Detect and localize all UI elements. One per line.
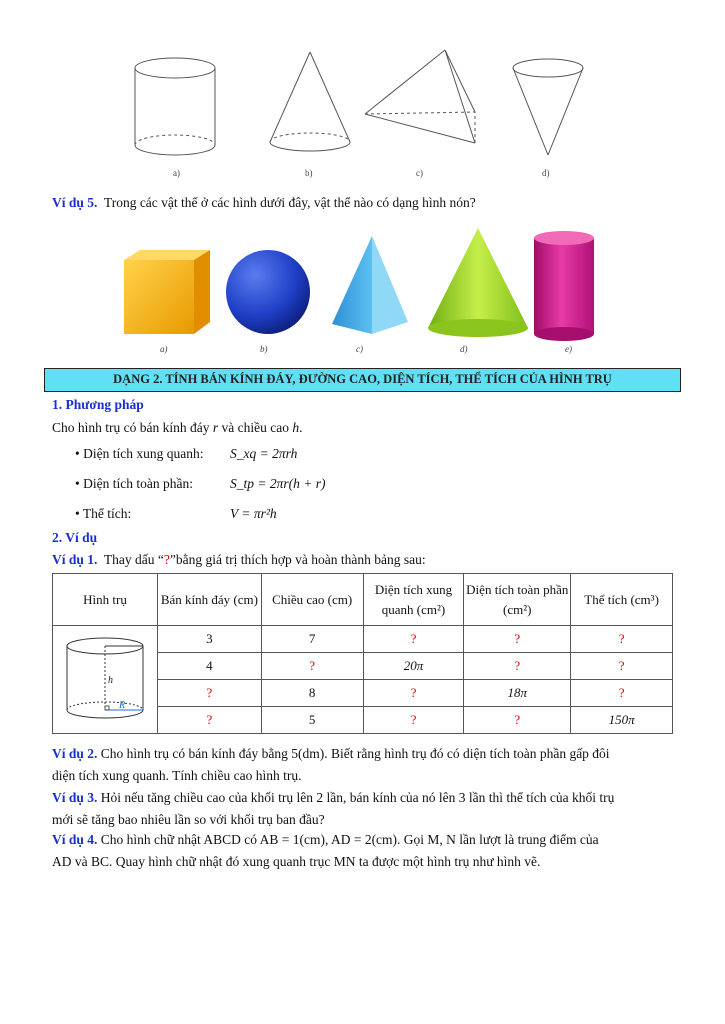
figure-label-a: a): [173, 168, 180, 178]
example1-label: Ví dụ 1.: [52, 552, 98, 567]
header-cell: Thể tích (cm³): [571, 574, 673, 626]
object-label-d: d): [460, 344, 468, 354]
example3: [52, 787, 673, 831]
example4: [52, 829, 673, 873]
table-cell: ?: [157, 707, 261, 734]
example2-label: Ví dụ 2.: [52, 746, 98, 761]
formula-total-area: S_tp = 2πr(h + r): [230, 476, 326, 491]
top-shapes-drawing: [120, 40, 600, 170]
table-cell: ?: [464, 626, 571, 653]
table-cell: ?: [157, 680, 261, 707]
inverted-cone-outline: [513, 59, 583, 155]
formula-volume: V = πr²h: [230, 506, 277, 521]
table-cell: 20π: [363, 653, 464, 680]
object-label-e: e): [565, 344, 572, 354]
colored-objects-drawing: [110, 222, 620, 347]
example4-line1: Cho hình chữ nhật ABCD có AB = 1(cm), AD = 2(cm). Gọi M, N lần lượt là trung điểm của: [100, 832, 599, 847]
cylinder-table: [52, 573, 673, 734]
pyramid-object: [332, 236, 408, 334]
header-cell: Diện tích toàn phần (cm²): [464, 574, 571, 626]
object-label-c: c): [356, 344, 363, 354]
example1-line: [52, 552, 426, 568]
header-cell: Bán kính đáy (cm): [157, 574, 261, 626]
cone-outline: [270, 52, 350, 151]
intro-text-a: Cho hình trụ có bán kính đáy: [52, 420, 210, 435]
example2-line1: Cho hình trụ có bán kính đáy bằng 5(dm). Biết rằng hình trụ đó có diện tích toàn phần gấp đôi: [100, 746, 610, 761]
intro-text-b: và chiều cao: [221, 420, 289, 435]
example5-text: Trong các vật thể ở các hình dưới đây, vật thể nào có dạng hình nón?: [103, 195, 476, 210]
table-cell: ?: [363, 707, 464, 734]
example2-line2: diện tích xung quanh. Tính chiều cao hình trụ.: [52, 768, 302, 783]
example5-label: Ví dụ 5.: [52, 195, 98, 210]
cylinder-diagram: [55, 628, 155, 728]
figure-label-d: d): [542, 168, 550, 178]
cube-object: [124, 250, 210, 334]
table-cell: ?: [464, 653, 571, 680]
table-cell: 7: [261, 626, 363, 653]
method-title: 1. Phương pháp: [52, 397, 144, 412]
table-header-row: [53, 574, 673, 626]
bullet-total-area-label: • Diện tích toàn phần:: [75, 476, 193, 491]
bullet-lateral-area-label: • Diện tích xung quanh:: [75, 446, 204, 461]
cylinder-figure-cell: [53, 626, 158, 734]
examples-title: 2. Ví dụ: [52, 530, 98, 545]
intro-var-r: r: [212, 420, 219, 435]
example2: [52, 743, 673, 787]
table-cell: ?: [464, 707, 571, 734]
table-cell: 4: [157, 653, 261, 680]
table-cell: ?: [571, 680, 673, 707]
example5-line: [52, 195, 476, 211]
cone-object: [428, 228, 528, 337]
header-cell: Diện tích xung quanh (cm²): [363, 574, 464, 626]
table-cell: ?: [571, 626, 673, 653]
object-label-a: a): [160, 344, 168, 354]
diagram-label-r: R: [118, 699, 126, 711]
table-row: [53, 626, 673, 653]
intro-var-h: h: [292, 420, 300, 435]
table-cell: 5: [261, 707, 363, 734]
top-shapes-figure: [120, 40, 600, 185]
table-cell: ?: [363, 680, 464, 707]
table-cell: 3: [157, 626, 261, 653]
formula-lateral-area: S_xq = 2πrh: [230, 446, 298, 461]
example1-text-a: Thay dấu “: [103, 552, 164, 567]
table-cell: 150π: [571, 707, 673, 734]
example4-label: Ví dụ 4.: [52, 832, 98, 847]
object-label-b: b): [260, 344, 268, 354]
intro-end: .: [299, 420, 303, 435]
method-intro: [52, 420, 302, 436]
table-cell: 8: [261, 680, 363, 707]
table-cell: ?: [261, 653, 363, 680]
header-cell: Hình trụ: [53, 574, 158, 626]
table-cell: ?: [571, 653, 673, 680]
pyramid-outline: [365, 50, 475, 143]
example3-line2: mới sẽ tăng bao nhiêu lần so với khối trụ ban đầu?: [52, 812, 325, 827]
figure-label-b: b): [305, 168, 313, 178]
cylinder-outline: [135, 58, 215, 155]
sphere-object: [226, 250, 310, 334]
table-cell: 18π: [464, 680, 571, 707]
figure-label-c: c): [416, 168, 423, 178]
table-cell: ?: [363, 626, 464, 653]
cylinder-object: [534, 231, 594, 341]
example4-line2: AD và BC. Quay hình chữ nhật đó xung quanh trục MN ta được một hình trụ như hình vẽ.: [52, 854, 541, 869]
header-cell: Chiều cao (cm): [261, 574, 363, 626]
diagram-label-h: h: [107, 674, 113, 686]
example1-text-b: ”bằng giá trị thích hợp và hoàn thành bảng sau:: [169, 552, 426, 567]
colored-objects-figure: [110, 222, 620, 364]
bullet-volume-label: • Thể tích:: [75, 506, 132, 521]
example3-label: Ví dụ 3.: [52, 790, 98, 805]
section-banner: DẠNG 2. TÍNH BÁN KÍNH ĐÁY, ĐƯỜNG CAO, DIỆN TÍCH, THỂ TÍCH CỦA HÌNH TRỤ: [44, 368, 681, 392]
example3-line1: Hỏi nếu tăng chiều cao của khối trụ lên 2 lần, bán kính của nó lên 3 lần thì thể tích của khối trụ: [100, 790, 615, 805]
example1-qmark: ?: [163, 552, 170, 567]
